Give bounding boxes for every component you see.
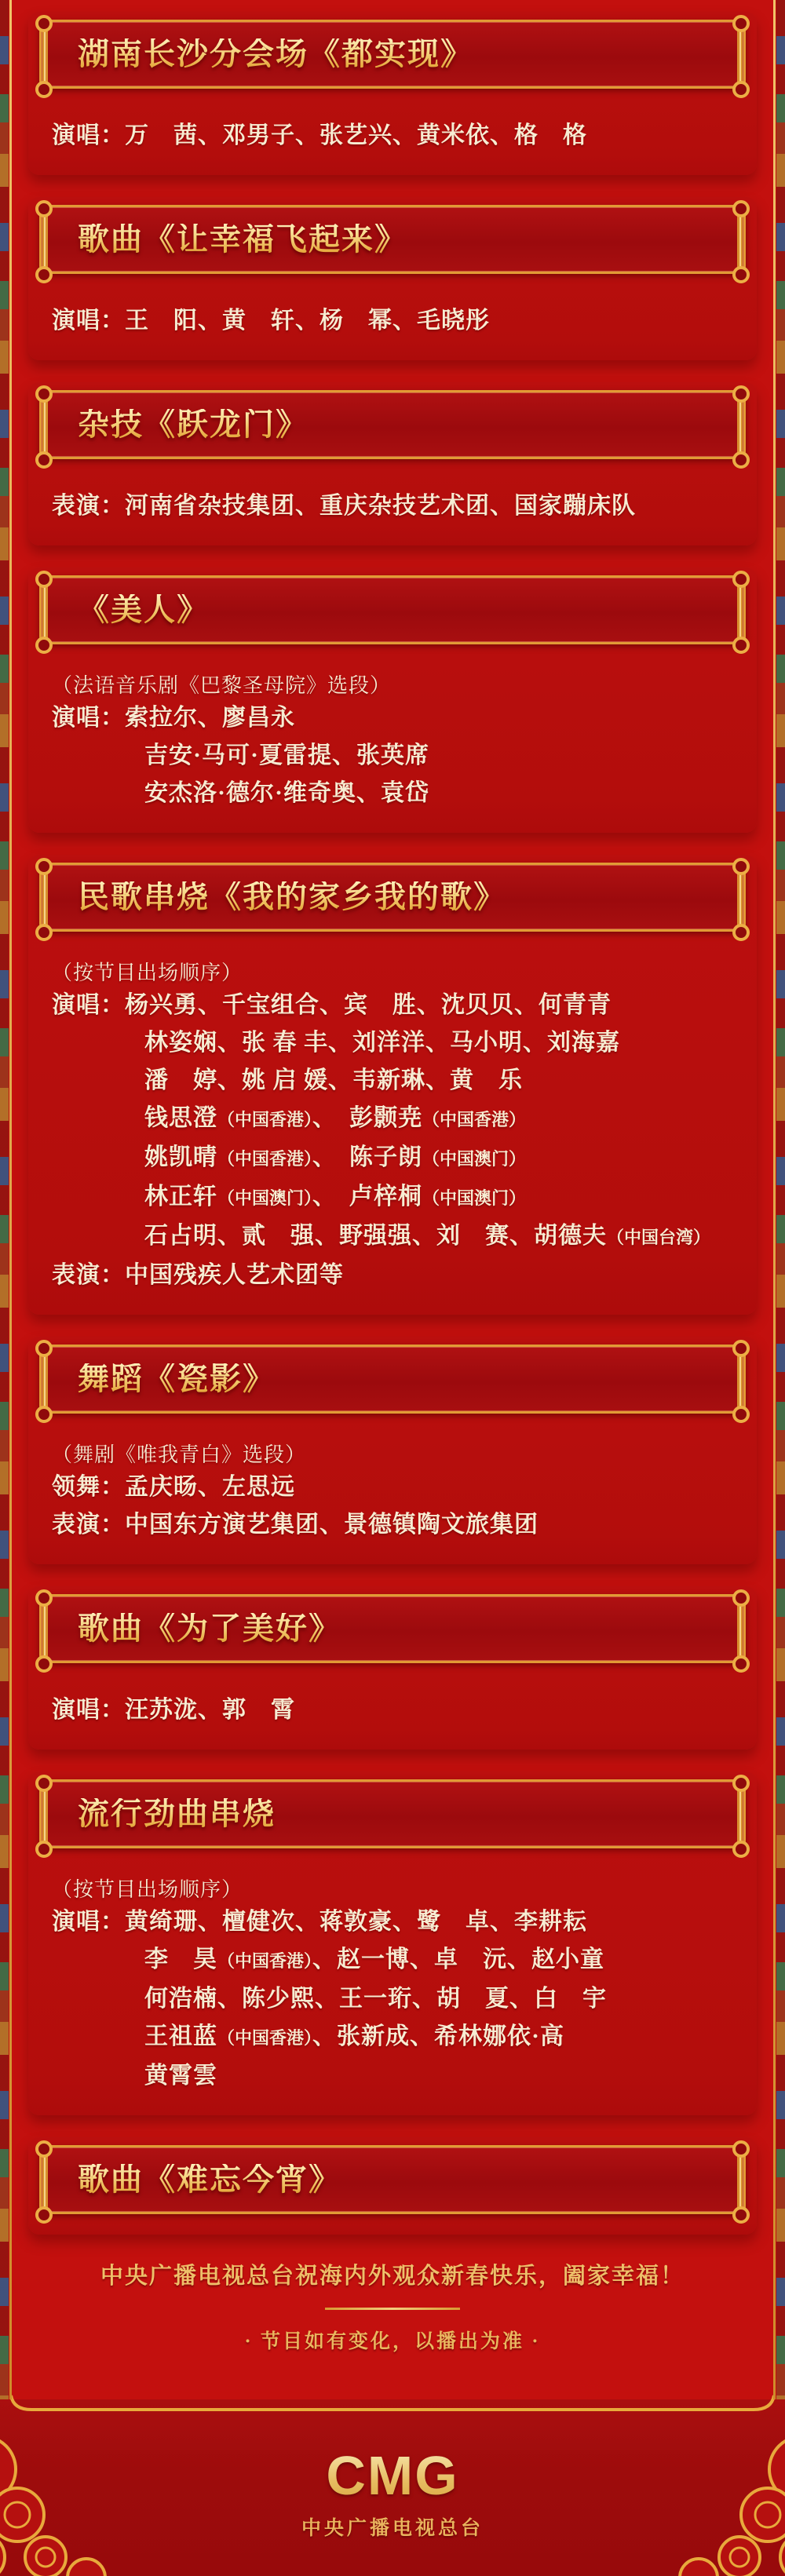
scroll-curl-icon: [728, 1775, 751, 1858]
performer-line: [52, 1024, 757, 1062]
program-title-banner: [39, 1779, 746, 1848]
scroll-curl-icon: [728, 1589, 751, 1673]
disclaimer-text: · 节目如有变化，以播出为准 ·: [244, 2331, 541, 2352]
region-label: （中国澳门）: [422, 1188, 527, 1208]
program-section: [28, 1586, 757, 1750]
program-title-banner: [39, 575, 746, 644]
scroll-curl-icon: [34, 1589, 57, 1673]
performer-line: [52, 2018, 757, 2057]
program-title-banner: [39, 1345, 746, 1414]
performer-role-label: 演唱：: [52, 308, 125, 334]
names-text: 吉安·马可·夏雷提、张英席: [144, 743, 430, 768]
performer-line: [52, 1178, 757, 1217]
names-text: 王祖蓝: [144, 2023, 217, 2049]
region-label: （中国澳门）: [422, 1149, 527, 1169]
cmg-logo-caption: 中央广播电视总台: [301, 2518, 484, 2539]
scroll-curl-icon: [34, 2140, 57, 2224]
names-text: 王 阳、黄 轩、杨 幂、毛晓彤: [125, 308, 490, 334]
scroll-curl-icon: [34, 15, 57, 98]
region-label: （中国香港）: [217, 1110, 313, 1129]
scroll-curl-icon: [34, 1775, 57, 1858]
names-text: 安杰洛·德尔·维奇奥、袁岱: [144, 780, 430, 806]
performer-role-label: 演唱：: [52, 1697, 125, 1723]
program-performers: [28, 274, 757, 340]
floral-pattern-strip: [0, 0, 9, 2399]
region-label: （中国澳门）: [217, 1188, 313, 1208]
performer-line: [52, 1469, 757, 1506]
program-performers: [28, 459, 757, 525]
names-text: 中国东方演艺集团、景德镇陶文旅集团: [125, 1512, 539, 1538]
names-text: 汪苏泷、郭 霄: [125, 1697, 295, 1723]
program-title: 歌曲《为了美好》: [78, 1611, 341, 1646]
performer-line: [52, 1100, 757, 1139]
program-section: [28, 197, 757, 360]
performer-role-label: 演唱：: [52, 992, 125, 1018]
scroll-curl-icon: [34, 571, 57, 654]
program-section: [28, 567, 757, 833]
performer-line: [52, 987, 757, 1024]
names-text: 、 陈子朗: [312, 1144, 423, 1170]
performer-line: [52, 1062, 757, 1100]
region-label: （中国香港）: [422, 1110, 527, 1129]
program-section: [28, 12, 757, 175]
performer-role-label: 表演：: [52, 1262, 125, 1288]
program-title-banner: [39, 1594, 746, 1663]
scroll-curl-icon: [34, 200, 57, 283]
program-title: 杂技《跃龙门》: [78, 407, 309, 442]
names-text: 姚凯晴: [144, 1144, 217, 1170]
names-text: 黄绮珊、檀健次、蒋敦豪、鹭 卓、李耕耘: [125, 1909, 587, 1935]
program-note: （按节目出场顺序）: [52, 961, 243, 984]
gold-edge-line: [9, 0, 12, 2399]
performer-line: [52, 302, 757, 340]
program-performers: [28, 1414, 757, 1544]
program-section: [28, 382, 757, 545]
names-text: 、 卢梓桐: [312, 1184, 423, 1210]
scroll-curl-icon: [728, 2140, 751, 2224]
names-text: 林正轩: [144, 1184, 217, 1210]
scroll-curl-icon: [728, 1340, 751, 1423]
performer-line: [52, 1980, 757, 2018]
program-title-banner: [39, 2145, 746, 2214]
program-note: （按节目出场顺序）: [52, 1878, 243, 1901]
program-title: 歌曲《难忘今宵》: [78, 2162, 341, 2197]
program-title: 舞蹈《瓷影》: [78, 1361, 276, 1396]
performer-role-label: 领舞：: [52, 1474, 125, 1500]
program-title: 流行劲曲串烧: [78, 1796, 276, 1831]
names-text: 李 昊: [144, 1947, 217, 1972]
names-text: 杨兴勇、千宝组合、宾 胜、沈贝贝、何青青: [125, 992, 612, 1018]
program-section: [28, 855, 757, 1315]
program-section: [28, 1337, 757, 1564]
names-text: 河南省杂技集团、重庆杂技艺术团、国家蹦床队: [125, 493, 636, 519]
performer-role-label: 演唱：: [52, 122, 125, 148]
program-section: [28, 2137, 757, 2235]
names-text: 黄霄雲: [144, 2063, 217, 2089]
divider-line: [325, 2308, 460, 2310]
program-note: （舞剧《唯我青白》选段）: [52, 1443, 307, 1466]
scroll-curl-icon: [34, 385, 57, 469]
names-text: 林姿娴、张 春 丰、刘洋洋、马小明、刘海嘉: [144, 1030, 620, 1056]
scroll-curl-icon: [34, 858, 57, 941]
names-text: 何浩楠、陈少熙、王一珩、胡 夏、白 宇: [144, 1986, 607, 2012]
performer-line: [52, 1691, 757, 1729]
program-title-banner: [39, 863, 746, 932]
footer-divider-line: [0, 2395, 785, 2415]
names-text: 、赵一博、卓 沅、赵小童: [312, 1947, 605, 1972]
names-text: 钱思澄: [144, 1105, 217, 1131]
performer-role-label: 演唱：: [52, 1909, 125, 1935]
names-text: 万 茜、邓男子、张艺兴、黄米依、格 格: [125, 122, 587, 148]
left-border-ornament: [0, 0, 12, 2399]
program-performers: [28, 644, 757, 812]
program-title: 湖南长沙分会场《都实现》: [78, 36, 473, 71]
performer-line: [52, 1941, 757, 1980]
performer-role-label: 演唱：: [52, 705, 125, 731]
scroll-curl-icon: [34, 1340, 57, 1423]
performer-line: [52, 2057, 757, 2095]
performer-line: [52, 1506, 757, 1544]
region-label: （中国香港）: [217, 1951, 313, 1971]
performer-line: [52, 1139, 757, 1178]
program-title: 民歌串烧《我的家乡我的歌》: [78, 879, 506, 914]
program-performers: [28, 1663, 757, 1729]
names-text: 、 彭颢尭: [312, 1105, 423, 1131]
scroll-curl-icon: [728, 200, 751, 283]
scroll-curl-icon: [728, 571, 751, 654]
names-text: 孟庆旸、左思远: [125, 1474, 295, 1500]
names-text: 石占明、贰 强、野强强、刘 赛、胡德夫: [144, 1223, 607, 1249]
gold-edge-line: [773, 0, 776, 2399]
names-text: 潘 婷、姚 启 媛、韦新琳、黄 乐: [144, 1067, 523, 1093]
names-text: 索拉尔、廖昌永: [125, 705, 295, 731]
program-title: 歌曲《让幸福飞起来》: [78, 221, 407, 257]
cmg-logo: CMG: [0, 2448, 785, 2503]
floral-pattern-strip: [776, 0, 785, 2399]
footer-band: [0, 2399, 785, 2576]
performer-line: [52, 1903, 757, 1941]
program-performers: [28, 1848, 757, 2095]
program-title-banner: [39, 390, 746, 459]
program-title-banner: [39, 20, 746, 89]
right-border-ornament: [773, 0, 785, 2399]
performer-role-label: 表演：: [52, 493, 125, 519]
performer-line: [52, 1257, 757, 1294]
performer-line: [52, 699, 757, 737]
scroll-curl-icon: [728, 15, 751, 98]
closing-block: [0, 2258, 785, 2354]
names-text: 、张新成、希林娜依·高: [312, 2023, 565, 2049]
performer-line: [52, 487, 757, 525]
region-label: （中国台湾）: [607, 1228, 711, 1247]
region-label: （中国香港）: [217, 1149, 313, 1169]
performer-role-label: 表演：: [52, 1512, 125, 1538]
scroll-curl-icon: [728, 385, 751, 469]
program-title: 《美人》: [78, 592, 210, 627]
program-title-banner: [39, 205, 746, 274]
scroll-curl-icon: [728, 858, 751, 941]
performer-line: [52, 1217, 757, 1257]
performer-line: [52, 737, 757, 775]
performer-line: [52, 775, 757, 812]
blessing-text: 中央广播电视总台祝海内外观众新春快乐，阖家幸福！: [100, 2264, 685, 2289]
performer-line: [52, 117, 757, 155]
region-label: （中国香港）: [217, 2028, 313, 2048]
logo-block: [0, 2445, 785, 2541]
program-performers: [28, 932, 757, 1294]
names-text: 中国残疾人艺术团等: [125, 1262, 344, 1288]
program-section: [28, 1771, 757, 2115]
program-performers: [28, 89, 757, 155]
program-note: （法语音乐剧《巴黎圣母院》选段）: [52, 674, 392, 697]
